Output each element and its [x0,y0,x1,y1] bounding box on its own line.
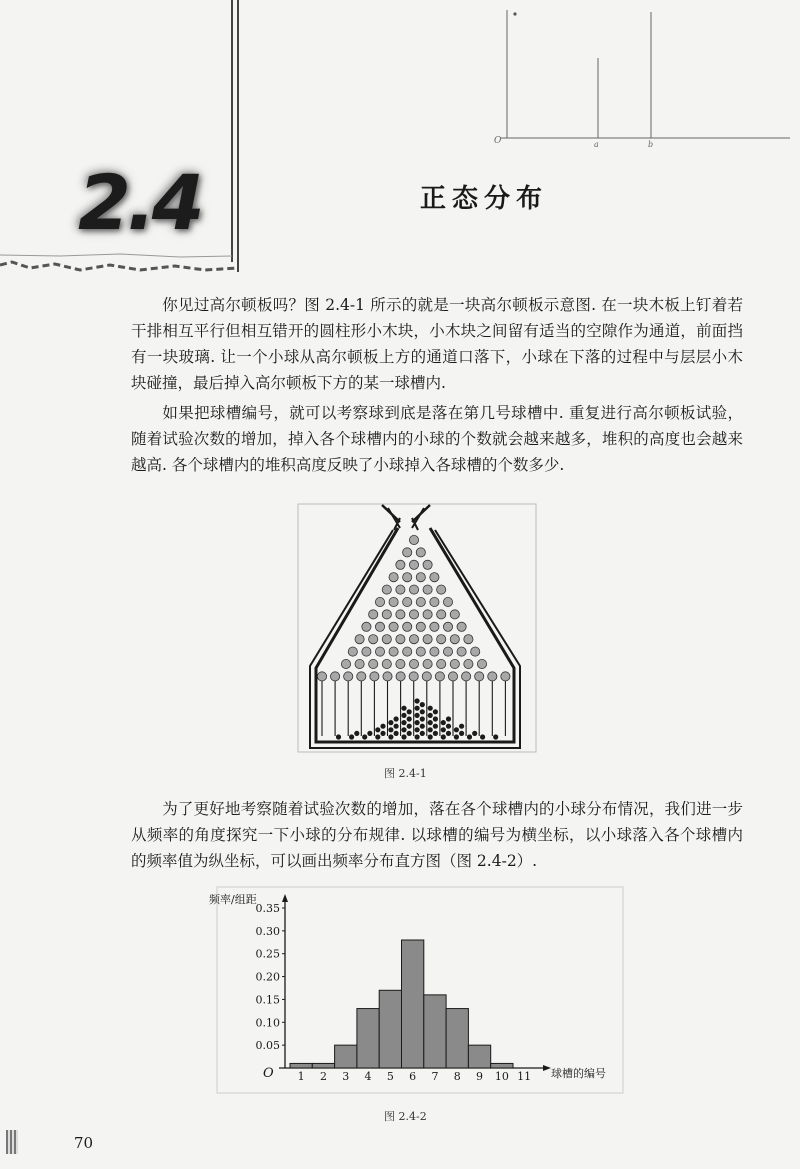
x-tick-label: 1 [297,1070,305,1083]
galton-ball [428,727,433,732]
galton-peg [396,672,405,681]
histogram-bar [290,1063,312,1068]
x-tick-label: 2 [319,1070,327,1083]
figure-1-caption: 图 2.4-1 [384,767,427,780]
galton-ball [354,731,359,736]
galton-ball [428,713,433,718]
galton-peg [355,635,364,644]
galton-ball [433,716,438,721]
galton-peg [437,635,446,644]
galton-peg [443,597,452,606]
paragraph-1: 你见过高尔顿板吗？图 2.4-1 所示的就是一块高尔顿板示意图. 在一块木板上钉着若干排相互平行但相互错开的圆柱形小木块，小木块之间留有适当的空隙作为通道，前面挡有一块玻璃. 让一个小球从高尔顿板上方的通道口落下，小球在下落的过程中与层层小木块碰撞，最后掉入高尔顿板下方的某一球槽内. [131,296,743,392]
galton-peg [475,672,484,681]
galton-ball [401,720,406,725]
galton-peg [403,622,412,631]
galton-peg [382,585,391,594]
galton-ball [467,734,472,739]
galton-peg [317,672,326,681]
galton-ball [394,716,399,721]
galton-peg [341,659,350,668]
galton-ball [454,734,459,739]
galton-peg [416,597,425,606]
page-edge-mark [6,1130,18,1154]
x-axis-arrow [543,1065,551,1071]
galton-ball [480,734,485,739]
galton-peg [370,672,379,681]
galton-peg [416,573,425,582]
galton-ball [336,734,341,739]
galton-peg [396,610,405,619]
histogram-bar [491,1063,513,1068]
y-tick-label: 0.20 [255,970,280,984]
galton-peg [443,647,452,656]
galton-peg [450,659,459,668]
sketch-b-label: b [648,140,654,149]
galton-peg [403,573,412,582]
galton-peg [457,622,466,631]
galton-peg [409,635,418,644]
galton-peg [409,672,418,681]
galton-ball [441,727,446,732]
galton-peg [464,659,473,668]
galton-peg [375,597,384,606]
x-tick-label: 8 [453,1070,461,1083]
histogram-bar [357,1009,379,1068]
galton-ball [367,731,372,736]
galton-ball [394,731,399,736]
galton-ball [388,720,393,725]
galton-peg [355,659,364,668]
section-number: 2.4 [78,158,201,247]
galton-peg [422,672,431,681]
paragraph-2: 如果把球槽编号，就可以考察球到底是落在第几号球槽中. 重复进行高尔顿板试验，随着试验次数的增加，掉入各个球槽内的小球的个数就会越来越多，堆积的高度也会越来越高. 各个球槽内的堆积高度反映了小球掉入各球槽的个数多少. [131,404,743,474]
galton-ball [415,734,420,739]
galton-ball [380,724,385,729]
galton-ball [415,706,420,711]
galton-peg [389,573,398,582]
galton-ball [433,709,438,714]
galton-peg [430,573,439,582]
galton-peg [362,622,371,631]
galton-peg [344,672,353,681]
histogram-bar [312,1063,334,1068]
galton-ball [380,731,385,736]
galton-ball [454,727,459,732]
y-tick-label: 0.25 [255,947,280,961]
galton-ball [407,716,412,721]
galton-ball [433,731,438,736]
galton-peg [403,548,412,557]
galton-board-figure [290,500,538,756]
histogram-bar [424,995,446,1068]
galton-ball [446,724,451,729]
x-tick-label: 10 [494,1070,509,1083]
x-tick-label: 6 [409,1070,417,1083]
galton-ball [433,724,438,729]
galton-ball [420,709,425,714]
y-axis-label: 频率/组距 [209,893,257,906]
galton-peg [450,635,459,644]
galton-peg [382,635,391,644]
galton-peg [423,560,432,569]
galton-peg [357,672,366,681]
x-tick-label: 11 [517,1070,532,1083]
galton-peg [369,659,378,668]
galton-ball [428,720,433,725]
galton-ball [407,724,412,729]
galton-ball [415,727,420,732]
galton-peg [403,597,412,606]
galton-peg [416,647,425,656]
galton-ball [472,731,477,736]
paragraph-3: 为了更好地考察随着试验次数的增加，落在各个球槽内的小球分布情况，我们进一步从频率的角度探究一下小球的分布规律. 以球槽的编号为横坐标，以小球落入各个球槽内的频率值为纵坐标，可以画出频率分布直方图（图 2.4-2）. [131,800,743,870]
galton-ball [415,698,420,703]
galton-ball [459,724,464,729]
galton-peg [389,647,398,656]
x-axis-label: 球槽的编号 [551,1067,606,1080]
galton-ball [407,731,412,736]
galton-peg [383,672,392,681]
galton-peg [348,647,357,656]
galton-peg [409,659,418,668]
sketch-a-label: a [594,140,599,149]
frequency-histogram [205,885,625,1095]
galton-ball [401,713,406,718]
galton-peg [448,672,457,681]
histogram-bar [379,990,401,1068]
galton-ball [420,724,425,729]
galton-peg [403,647,412,656]
galton-ball [415,720,420,725]
galton-peg [457,647,466,656]
galton-ball [394,724,399,729]
galton-ball [401,727,406,732]
galton-ball [459,731,464,736]
galton-ball [420,731,425,736]
sketch-origin-label: O [494,136,502,146]
galton-ball [362,734,367,739]
galton-peg [409,585,418,594]
x-tick-label: 7 [431,1070,439,1083]
galton-ball [420,702,425,707]
galton-peg [423,659,432,668]
y-tick-label: 0.10 [255,1016,280,1030]
galton-ball [441,720,446,725]
galton-peg [389,597,398,606]
galton-peg [416,548,425,557]
galton-peg [409,560,418,569]
galton-peg [488,672,497,681]
histogram-bar [402,940,424,1068]
galton-ball [420,716,425,721]
galton-peg [437,659,446,668]
galton-peg [435,672,444,681]
galton-peg [416,622,425,631]
galton-ball [446,716,451,721]
y-tick-label: 0.35 [255,902,280,915]
galton-peg [375,647,384,656]
y-tick-label: 0.05 [255,1039,280,1053]
galton-ball [375,727,380,732]
galton-peg [471,647,480,656]
galton-ball [388,727,393,732]
galton-peg [423,585,432,594]
galton-peg [396,560,405,569]
figure-2-caption: 图 2.4-2 [384,1110,427,1123]
galton-peg [464,635,473,644]
galton-peg [331,672,340,681]
x-tick-label: 3 [342,1070,350,1083]
galton-peg [430,647,439,656]
galton-ball [375,734,380,739]
x-tick-label: 5 [386,1070,394,1083]
histogram-bar [335,1045,357,1068]
galton-peg [396,659,405,668]
galton-ball [428,734,433,739]
y-tick-label: 0.30 [255,924,280,938]
galton-ball [428,706,433,711]
galton-peg [382,659,391,668]
galton-peg [369,635,378,644]
galton-peg [443,622,452,631]
galton-ball [388,734,393,739]
galton-peg [409,535,418,544]
galton-ball [407,709,412,714]
galton-ball [446,731,451,736]
galton-peg [437,585,446,594]
y-axis-arrow [282,894,288,902]
galton-peg [430,597,439,606]
galton-peg [477,659,486,668]
section-title: 正态分布 [420,184,549,214]
y-tick-label: 0.15 [255,993,280,1007]
page-number: 70 [74,1134,94,1152]
galton-peg [396,635,405,644]
galton-peg [423,635,432,644]
galton-ball [493,734,498,739]
galton-peg [450,610,459,619]
galton-peg [396,585,405,594]
galton-peg [389,622,398,631]
galton-ball [401,706,406,711]
galton-peg [362,647,371,656]
galton-ball [415,713,420,718]
galton-peg [382,610,391,619]
histogram-bar [446,1009,468,1068]
galton-ball [401,734,406,739]
x-tick-label: 4 [364,1070,372,1083]
galton-peg [437,610,446,619]
origin-label: O [263,1066,274,1081]
x-tick-label: 9 [476,1070,484,1083]
galton-peg [369,610,378,619]
galton-peg [375,622,384,631]
galton-peg [409,610,418,619]
galton-peg [430,622,439,631]
galton-peg [423,610,432,619]
galton-ball [441,734,446,739]
galton-ball [349,734,354,739]
galton-peg [501,672,510,681]
histogram-bar [468,1045,490,1068]
galton-peg [462,672,471,681]
